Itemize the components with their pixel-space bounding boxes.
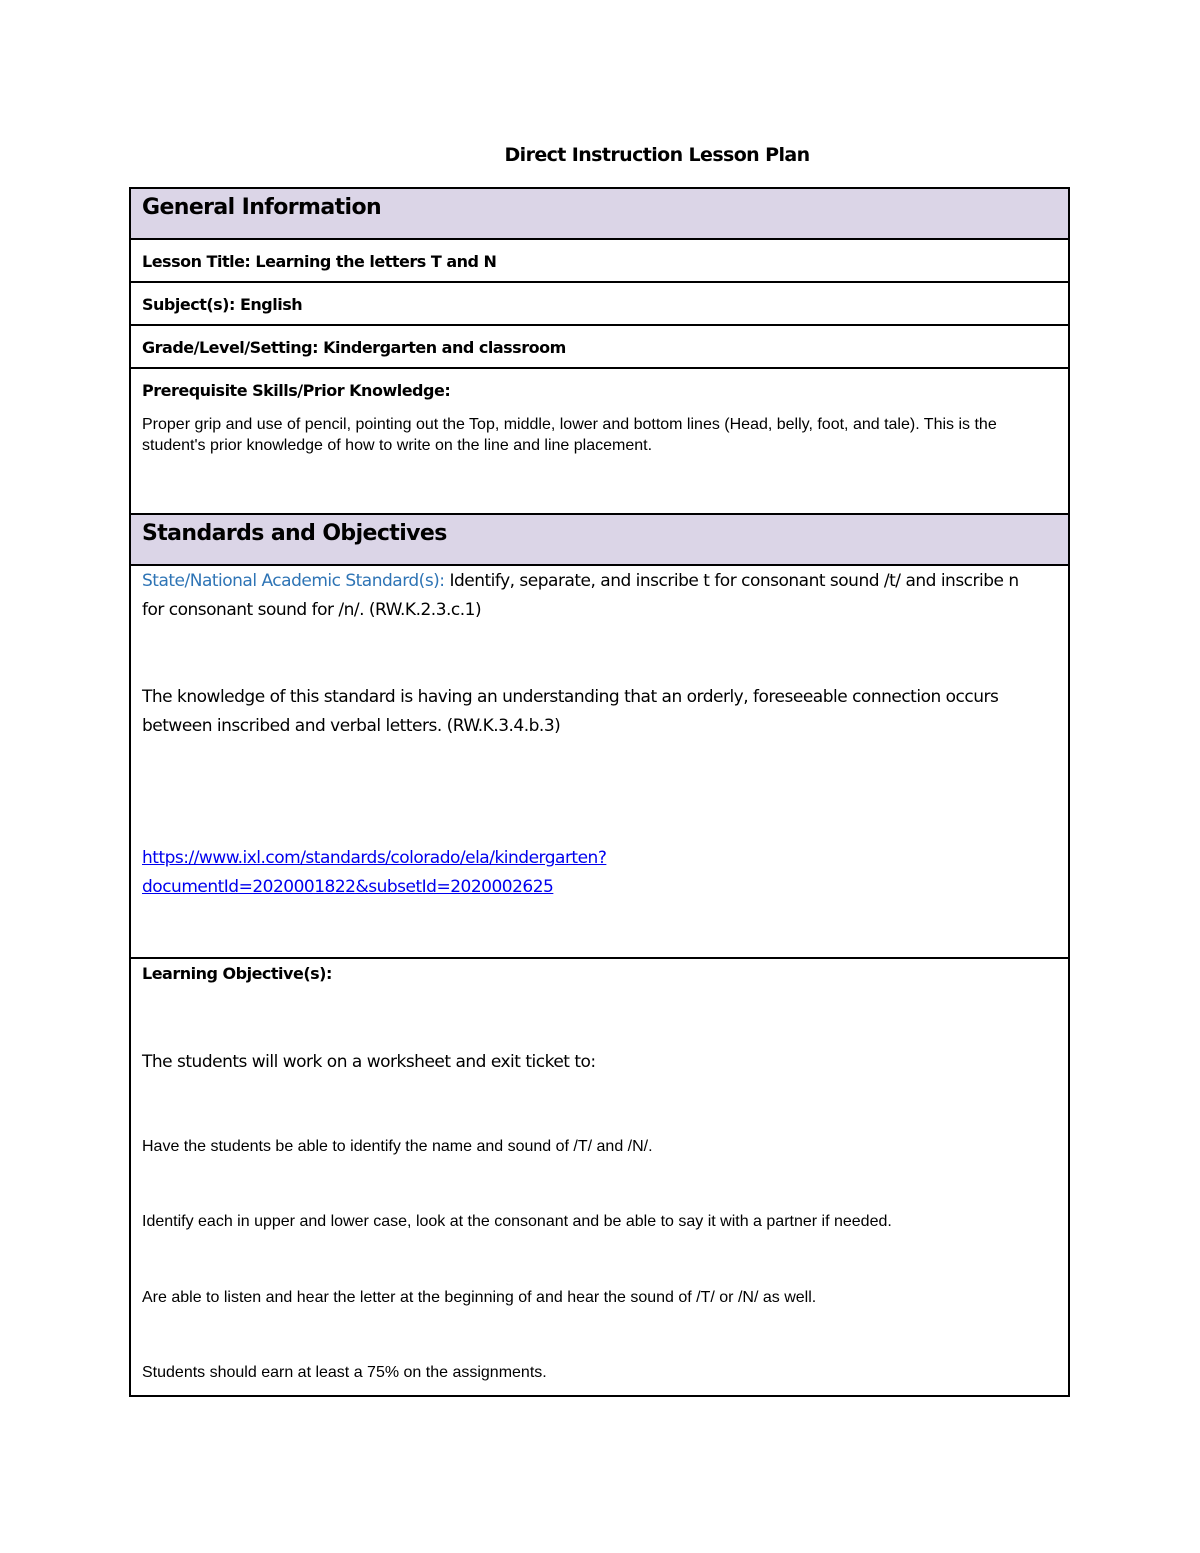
standards-row [131, 566, 1068, 959]
learning-objectives-intro: The students will work on a worksheet and exit ticket to: [142, 1052, 596, 1072]
standard-paragraph [142, 567, 1038, 625]
objective-item: Are able to listen and hear the letter at the beginning of and hear the sound of /T/ or /N/ as well. [142, 1289, 817, 1306]
standards-link-line-1[interactable]: https://www.ixl.com/standards/colorado/ela/kindergarten? [142, 848, 607, 868]
prerequisite-label: Prerequisite Skills/Prior Knowledge: [142, 381, 451, 400]
objective-item: Have the students be able to identify the name and sound of /T/ and /N/. [142, 1138, 653, 1155]
lesson-plan-table [129, 187, 1070, 1397]
subjects-row [131, 283, 1068, 326]
lesson-title-row [131, 240, 1068, 283]
document-title: Direct Instruction Lesson Plan [504, 144, 810, 166]
lesson-title-field: Lesson Title: Learning the letters T and N [142, 252, 497, 271]
learning-objectives-row [131, 959, 1068, 1395]
learning-objectives-label: Learning Objective(s): [142, 964, 332, 983]
standard-label: State/National Academic Standard(s): [142, 571, 445, 591]
general-information-header-row [131, 189, 1068, 240]
subjects-field: Subject(s): English [142, 295, 303, 314]
prerequisite-row [131, 369, 1068, 515]
knowledge-paragraph: The knowledge of this standard is having an understanding that an orderly, foreseeable connection occurs between inscribed and verbal letters. (RW.K.3.4.b.3) [142, 687, 999, 736]
standards-link-line-2[interactable]: documentId=2020001822&subsetId=2020002625 [142, 877, 554, 897]
objective-item: Identify each in upper and lower case, look at the consonant and be able to say it with a partner if needed. [142, 1213, 892, 1230]
grade-level-setting-row [131, 326, 1068, 369]
objective-item: Students should earn at least a 75% on the assignments. [142, 1364, 547, 1381]
grade-level-setting-field: Grade/Level/Setting: Kindergarten and classroom [142, 338, 566, 357]
prerequisite-text: Proper grip and use of pencil, pointing out the Top, middle, lower and bottom lines (Head, belly, foot, and tale). This is the student's prior knowledge of how to write on the line and line placement. [142, 416, 997, 454]
standards-objectives-heading: Standards and Objectives [142, 521, 447, 546]
standard-text: Identify, separate, and inscribe t for consonant sound /t/ and inscribe n for consonant sound for /n/. (RW.K.2.3.c.1) [142, 571, 1019, 620]
general-information-heading: General Information [142, 195, 382, 220]
standards-objectives-header-row [131, 515, 1068, 566]
